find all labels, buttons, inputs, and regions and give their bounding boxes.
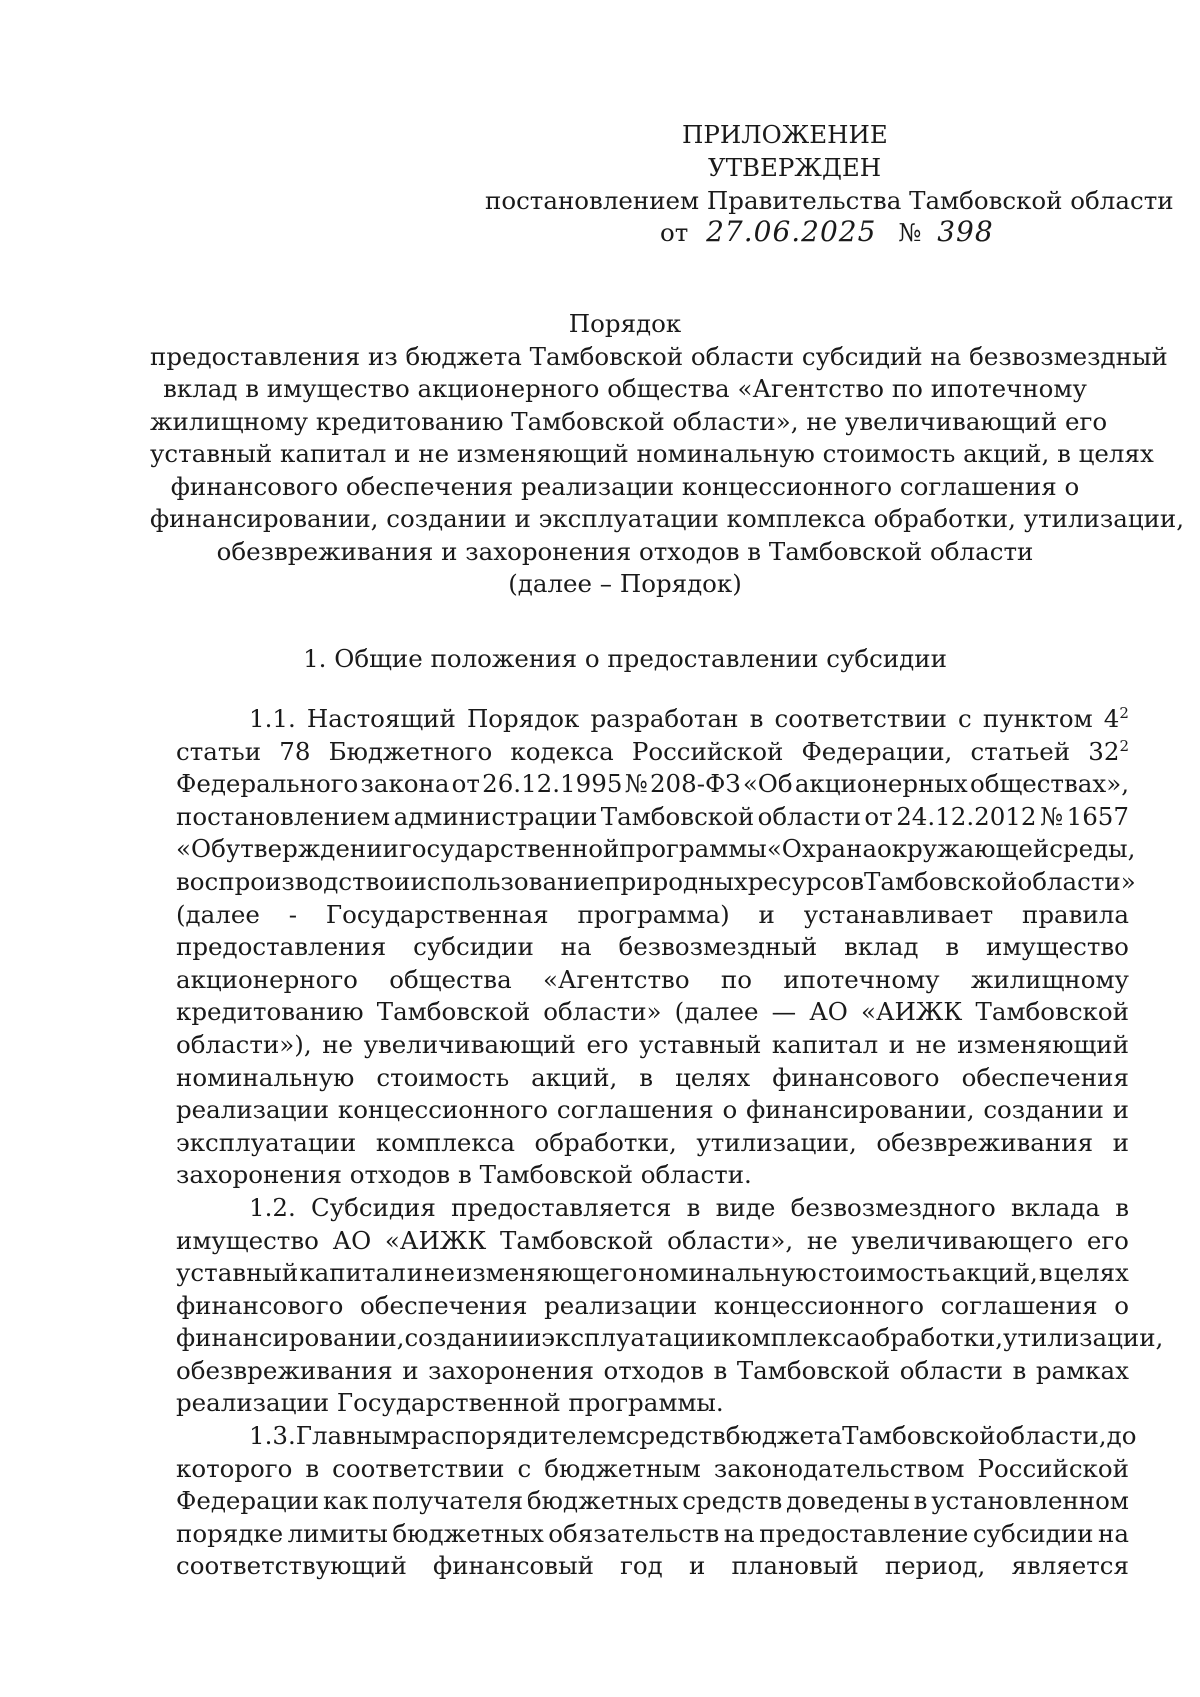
word: 1.2. (249, 1192, 296, 1222)
word: Федерации (176, 1486, 320, 1516)
word: № (624, 769, 648, 799)
word: в (686, 1192, 701, 1222)
paragraph-line (176, 1355, 1129, 1388)
word: капитал (299, 1258, 406, 1288)
word: области (899, 1355, 1004, 1385)
word: «Охрана (766, 834, 877, 864)
word: программы (619, 834, 767, 864)
word: законодательством (713, 1453, 965, 1483)
word: стоимость (817, 1258, 951, 1288)
word: создании (983, 1095, 1104, 1125)
word: Тамбовской (864, 866, 1018, 896)
word: до (1106, 1421, 1137, 1451)
word: Бюджетного (328, 736, 493, 766)
word: и (888, 1029, 906, 1059)
paragraph-line (176, 1322, 1164, 1355)
word: области», (667, 1225, 794, 1255)
word: отходов (603, 1355, 705, 1385)
word: соглашения (940, 1290, 1098, 1320)
word: в (749, 704, 764, 733)
word: Тамбовской (500, 1225, 654, 1255)
approval-block (460, 118, 1174, 249)
word: постановлением (176, 801, 391, 831)
superscript: 2 (1119, 703, 1129, 722)
from-label: от (660, 218, 689, 247)
paragraph-line (176, 866, 1136, 899)
word: 26.12.1995 (482, 769, 623, 799)
word: области (757, 801, 861, 831)
word: реализации (544, 1290, 698, 1320)
word: Главным (295, 1421, 411, 1451)
word: в (1115, 1192, 1129, 1222)
word: увеличивающего (851, 1225, 1074, 1255)
word: распорядителем (410, 1421, 626, 1451)
paragraph-line (176, 833, 1136, 866)
word: обеспечения (360, 1290, 528, 1320)
word: установленном (931, 1486, 1129, 1516)
word: соответствии (332, 1453, 505, 1483)
title-line: Порядок (568, 309, 682, 338)
word: о (722, 1095, 738, 1125)
title-line: жилищному кредитованию Тамбовской области», не увеличивающий его (150, 406, 1108, 436)
word: соглашения (556, 1095, 714, 1125)
word: акций, (531, 1062, 618, 1092)
word: финансового (176, 1290, 344, 1320)
word: безвозмездный (618, 932, 818, 962)
word: его (1086, 1225, 1129, 1255)
word: вклад (844, 932, 919, 962)
word: среды, (1049, 834, 1136, 864)
word: уставный (639, 1029, 762, 1059)
word: не (322, 1029, 354, 1059)
paragraph-line (176, 1485, 1129, 1518)
word: субсидии (972, 1518, 1094, 1548)
word: области»), (176, 1029, 312, 1059)
word: финансовый (433, 1551, 594, 1581)
word: 208-ФЗ (649, 769, 741, 799)
word: статьей (970, 736, 1071, 766)
word: «Об (176, 834, 226, 864)
paragraph-line (176, 1192, 1129, 1225)
word: рамках (1035, 1355, 1129, 1385)
word: целях (1053, 1258, 1129, 1288)
word: Российской (631, 736, 784, 766)
word: в (639, 1062, 654, 1092)
paragraph-line (176, 964, 1129, 997)
word: воспроизводство (176, 866, 395, 896)
section-heading: 1. Общие положения о предоставлении субсидии (303, 644, 947, 673)
word: 1657 (1066, 801, 1129, 831)
word: пунктом (982, 704, 1093, 733)
word: правила (1022, 899, 1129, 929)
word: и (394, 866, 411, 896)
word: утилизации, (696, 1127, 857, 1157)
word: соответствии (774, 704, 947, 733)
word: акций, (951, 1258, 1038, 1288)
paragraph-line (176, 801, 1129, 834)
word: и (688, 1551, 706, 1581)
word: на (1097, 1518, 1129, 1548)
word: изменяющего (456, 1258, 638, 1288)
word: утверждении (225, 834, 399, 864)
word: в (945, 932, 960, 962)
word: в (1038, 1258, 1053, 1288)
word: вклада (1011, 1192, 1100, 1222)
word: области» (1017, 866, 1136, 896)
word: на (723, 1518, 755, 1548)
appendix-label: ПРИЛОЖЕНИЕ (682, 120, 888, 149)
word: как (323, 1486, 369, 1516)
title-line: предоставления из бюджета Тамбовской области субсидий на безвозмездный (150, 341, 1168, 371)
word: и (524, 1323, 542, 1353)
word: бюджетным (544, 1453, 701, 1483)
word: обществах», (969, 769, 1129, 799)
paragraph-line (176, 1550, 1129, 1583)
word: Федерации, (801, 736, 953, 766)
word: - (288, 899, 297, 929)
resolution-reference: постановлением Правительства Тамбовской области (485, 186, 1174, 215)
word: субсидии (413, 932, 534, 962)
word: по (720, 964, 753, 994)
word: период, (884, 1551, 986, 1581)
word: устанавливает (803, 899, 994, 929)
title-line: обезвреживания и захоронения отходов в Тамбовской области (216, 536, 1034, 566)
word: АО (809, 997, 848, 1027)
handwritten-date: 27.06.2025 (706, 215, 877, 248)
word: предоставляется (451, 1192, 672, 1222)
word: окружающей (876, 834, 1050, 864)
word: обеспечения (961, 1062, 1129, 1092)
paragraph-line (176, 1420, 1137, 1453)
word: природных (604, 866, 748, 896)
word: от (451, 769, 480, 799)
word: «Агентство (543, 964, 690, 994)
document-title (150, 308, 1185, 601)
word: закона (360, 769, 450, 799)
word: которого (176, 1453, 293, 1483)
word: номинальную (638, 1258, 817, 1288)
word: год (620, 1551, 663, 1581)
word: с (517, 1453, 532, 1483)
word: Порядок (466, 704, 580, 733)
word: кредитованию (176, 997, 364, 1027)
word: и (758, 899, 775, 929)
word: $4^2$ (1103, 703, 1129, 733)
word: комплекса (721, 1323, 861, 1353)
word: акционерного (176, 964, 358, 994)
word: «АИЖК (384, 1225, 487, 1255)
word: и (406, 1258, 424, 1288)
word: Тамбовской (736, 1355, 891, 1385)
word: соответствующий (176, 1551, 407, 1581)
word: финансировании, (176, 1323, 405, 1353)
word: обработки, (534, 1127, 677, 1157)
paragraph-line (176, 768, 1129, 801)
word: на (560, 932, 592, 962)
word: 1.1. (249, 704, 296, 733)
word: является (1011, 1551, 1129, 1581)
word: виде (715, 1192, 776, 1222)
word: и (1112, 1127, 1129, 1157)
word: концессионного (713, 1290, 925, 1320)
word: его (586, 1029, 629, 1059)
approved-label: УТВЕРЖДЕН (708, 153, 882, 182)
word: номинальную (176, 1062, 355, 1092)
word: комплекса (375, 1127, 515, 1157)
word: не (915, 1029, 947, 1059)
word: 78 (279, 736, 311, 766)
paragraph-line (176, 1453, 1129, 1486)
word: Тамбовской (975, 997, 1129, 1027)
word: области» (543, 997, 662, 1027)
word: государственной (398, 834, 620, 864)
word: Российской (977, 1453, 1129, 1483)
word: в (305, 1453, 320, 1483)
word: Настоящий (306, 704, 456, 733)
word: средств (625, 1421, 726, 1451)
word: эксплуатации (176, 1127, 357, 1157)
word: — (771, 997, 797, 1027)
word: Тамбовской (376, 997, 531, 1027)
word: бюджетных (392, 1518, 544, 1548)
word: жилищному (970, 964, 1129, 994)
word: (далее (176, 899, 260, 929)
word: уставный (176, 1258, 299, 1288)
word: (далее (674, 997, 759, 1027)
word: 1.3. (249, 1421, 296, 1451)
title-line: (далее – Порядок) (508, 569, 742, 598)
paragraph-line (176, 899, 1129, 932)
body-text (176, 703, 1164, 1583)
handwritten-number: 398 (937, 215, 994, 248)
word: безвозмездного (790, 1192, 996, 1222)
word: обезвреживания (176, 1355, 393, 1385)
word: обязательств (548, 1518, 720, 1548)
word: $32^2$ (1088, 736, 1129, 766)
word: статьи (176, 736, 262, 766)
word: Тамбовской (842, 1421, 996, 1451)
word: Субсидия (311, 1192, 436, 1222)
word: разработан (590, 704, 739, 733)
word: Тамбовской (600, 801, 755, 831)
word: с (958, 704, 972, 733)
word: захоронения (428, 1355, 594, 1385)
word: обезвреживания (876, 1127, 1094, 1157)
word: области, (995, 1421, 1107, 1451)
word: ресурсов (747, 866, 865, 896)
word: финансового (772, 1062, 940, 1092)
word: «Об (742, 769, 793, 799)
word: «АИЖК (861, 997, 963, 1027)
paragraph-line (176, 1127, 1129, 1160)
word: акционерных (794, 769, 968, 799)
word: средств (682, 1486, 783, 1516)
word: плановый (731, 1551, 859, 1581)
paragraph-line: реализации Государственной программы. (176, 1388, 724, 1418)
title-line: вклад в имущество акционерного общества «Агентство по ипотечному (163, 374, 1087, 403)
word: получателя (372, 1486, 524, 1516)
word: целях (675, 1062, 751, 1092)
word: имущество (176, 1225, 319, 1255)
word: Федерального (176, 769, 359, 799)
paragraph-line (176, 931, 1129, 964)
word: реализации (176, 1095, 330, 1125)
word: не (424, 1258, 455, 1288)
paragraph-line (176, 1225, 1129, 1258)
number-sign: № (898, 218, 922, 247)
word: предоставление (759, 1518, 969, 1548)
paragraph-line (176, 1257, 1129, 1290)
word: в (713, 1355, 728, 1385)
word: бюджетных (526, 1486, 679, 1516)
word: доведены (786, 1486, 910, 1516)
paragraph-line (176, 703, 1129, 736)
word: не (806, 1225, 838, 1255)
word: о (1114, 1290, 1129, 1320)
word: использование (410, 866, 605, 896)
paragraph-line (176, 1094, 1129, 1127)
word: и (1112, 1095, 1129, 1125)
title-line: финансировании, создании и эксплуатации комплекса обработки, утилизации, (150, 504, 1185, 533)
word: Государственная (325, 899, 549, 929)
word: программа) (577, 899, 730, 929)
word: кодекса (510, 736, 614, 766)
paragraph-line (176, 996, 1129, 1029)
word: эксплуатации (541, 1323, 722, 1353)
paragraph-line (176, 1029, 1129, 1062)
title-line: финансового обеспечения реализации концессионного соглашения о (170, 471, 1080, 501)
word: капитал (771, 1029, 879, 1059)
word: увеличивающий (363, 1029, 576, 1059)
word: и (402, 1355, 419, 1385)
word: утилизации, (1002, 1323, 1164, 1353)
word: общества (389, 964, 512, 994)
paragraph-line (176, 1062, 1129, 1095)
word: обработки, (860, 1323, 1003, 1353)
word: порядке (176, 1518, 284, 1548)
word: изменяющий (957, 1029, 1129, 1059)
superscript: 2 (1119, 736, 1129, 755)
word: создании (404, 1323, 525, 1353)
word: имущество (986, 932, 1129, 962)
word: концессионного (337, 1095, 549, 1125)
word: ипотечному (783, 964, 940, 994)
word: № (1039, 801, 1064, 831)
paragraph-line: захоронения отходов в Тамбовской области. (176, 1160, 752, 1190)
resolution-date-number (460, 215, 1160, 249)
paragraph-line (176, 1518, 1129, 1551)
word: лимиты (287, 1518, 388, 1548)
word: администрации (393, 801, 598, 831)
word: бюджета (725, 1421, 843, 1451)
word: в (913, 1486, 928, 1516)
word: предоставления (176, 932, 387, 962)
paragraph-line (176, 736, 1129, 769)
word: стоимость (376, 1062, 510, 1092)
word: в (1012, 1355, 1027, 1385)
word: финансировании, (746, 1095, 975, 1125)
word: 24.12.2012 (896, 801, 1037, 831)
word: от (864, 801, 893, 831)
word: АО (332, 1225, 372, 1255)
paragraph-line (176, 1290, 1129, 1323)
title-line: уставный капитал и не изменяющий номинальную стоимость акций, в целях (150, 439, 1154, 468)
